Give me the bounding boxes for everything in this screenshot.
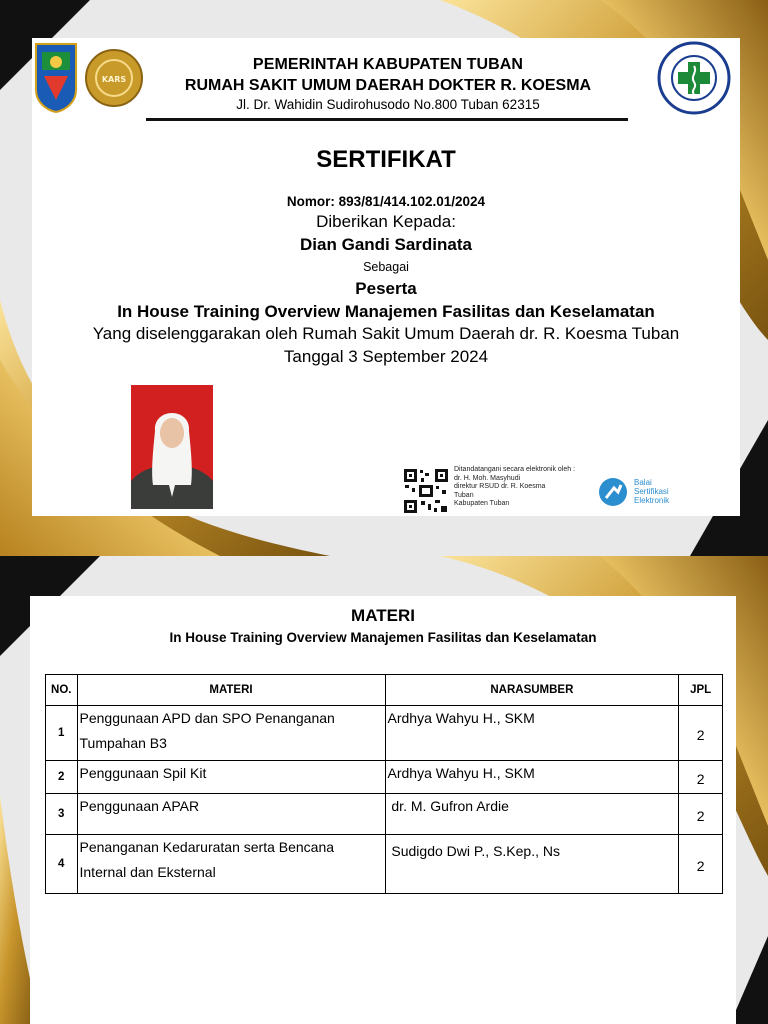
header-hospital-name: RUMAH SAKIT UMUM DAERAH DOKTER R. KOESMA bbox=[184, 77, 592, 94]
svg-text:KARS: KARS bbox=[101, 75, 127, 84]
row-number: 1 bbox=[46, 706, 78, 761]
row-narasumber bbox=[385, 835, 679, 894]
date-line: Tanggal 3 September 2024 bbox=[283, 347, 489, 366]
bse-text-line: Balai bbox=[634, 478, 652, 487]
table-row bbox=[46, 761, 723, 794]
recipient-role: Peserta bbox=[355, 279, 417, 298]
header-divider bbox=[146, 118, 628, 121]
materi-subtitle: In House Training Overview Manajemen Fasilitas dan Keselamatan bbox=[169, 630, 597, 645]
jpl-value: 2 bbox=[696, 771, 705, 787]
as-label: Sebagai bbox=[363, 260, 409, 274]
qr-code bbox=[403, 468, 449, 514]
training-title: In House Training Overview Manajemen Fasilitas dan Keselamatan bbox=[117, 302, 655, 321]
row-narasumber bbox=[385, 794, 679, 835]
jpl-value: 2 bbox=[696, 858, 705, 874]
column-header-narasumber: NARASUMBER bbox=[385, 675, 679, 706]
signature-line: dr. H. Moh. Masyhudi bbox=[454, 474, 521, 482]
certificate-title: SERTIFIKAT bbox=[316, 146, 456, 173]
row-number: 4 bbox=[46, 835, 78, 894]
row-materi: Penggunaan Spil Kit bbox=[77, 761, 385, 794]
materi-table bbox=[45, 674, 723, 894]
e-signature-note bbox=[454, 466, 604, 509]
narasumber-text: Sudigdo Dwi P., S.Kep., Ns bbox=[387, 843, 560, 859]
narasumber-text: dr. M. Gufron Ardie bbox=[387, 798, 509, 814]
row-materi: Penggunaan APAR bbox=[77, 794, 385, 835]
bse-logo-icon bbox=[597, 476, 631, 508]
bse-text-line: Sertifikasi bbox=[634, 487, 669, 496]
rsud-koesma-seal bbox=[654, 40, 734, 116]
table-row bbox=[46, 706, 723, 761]
organizer-line: Yang diselenggarakan oleh Rumah Sakit Umum Daerah dr. R. Koesma Tuban bbox=[92, 324, 680, 343]
column-header-jpl: JPL bbox=[679, 675, 723, 706]
narasumber-text: Ardhya Wahyu H., SKM bbox=[387, 710, 535, 726]
bse-logo-text bbox=[634, 478, 694, 505]
table-row bbox=[46, 794, 723, 835]
row-materi: Penggunaan APD dan SPO Penanganan Tumpahan B3 bbox=[77, 706, 385, 761]
recipient-photo bbox=[131, 385, 213, 509]
jpl-value: 2 bbox=[696, 808, 705, 824]
row-jpl bbox=[679, 835, 723, 894]
narasumber-text: Ardhya Wahyu H., SKM bbox=[387, 765, 535, 781]
header-government: PEMERINTAH KABUPATEN TUBAN bbox=[252, 56, 524, 73]
column-header-no: NO. bbox=[46, 675, 78, 706]
jpl-value: 2 bbox=[696, 727, 705, 743]
signature-line: Tuban bbox=[454, 491, 474, 499]
row-narasumber bbox=[385, 761, 679, 794]
signature-line: direktur RSUD dr. R. Koesma bbox=[454, 483, 546, 491]
header-address: Jl. Dr. Wahidin Sudirohusodo No.800 Tuban 62315 bbox=[236, 97, 540, 112]
row-jpl bbox=[679, 706, 723, 761]
row-jpl bbox=[679, 794, 723, 835]
table-row bbox=[46, 835, 723, 894]
row-number: 3 bbox=[46, 794, 78, 835]
signature-line: Kabupaten Tuban bbox=[454, 500, 510, 508]
signature-line: Ditandatangani secara elektronik oleh : bbox=[454, 466, 576, 473]
paripurna-accreditation-logo bbox=[82, 44, 146, 112]
row-narasumber bbox=[385, 706, 679, 761]
row-number: 2 bbox=[46, 761, 78, 794]
row-jpl bbox=[679, 761, 723, 794]
row-materi: Penanganan Kedaruratan serta Bencana Internal dan Eksternal bbox=[77, 835, 385, 894]
bse-text-line: Elektronik bbox=[634, 496, 670, 505]
table-header-row bbox=[46, 675, 723, 706]
given-to-label: Diberikan Kepada: bbox=[316, 212, 456, 231]
materi-title: MATERI bbox=[351, 606, 415, 625]
column-header-materi: MATERI bbox=[77, 675, 385, 706]
certificate-number: Nomor: 893/81/414.102.01/2024 bbox=[286, 194, 486, 209]
tuban-regency-logo bbox=[32, 42, 80, 114]
recipient-name: Dian Gandi Sardinata bbox=[300, 235, 472, 254]
